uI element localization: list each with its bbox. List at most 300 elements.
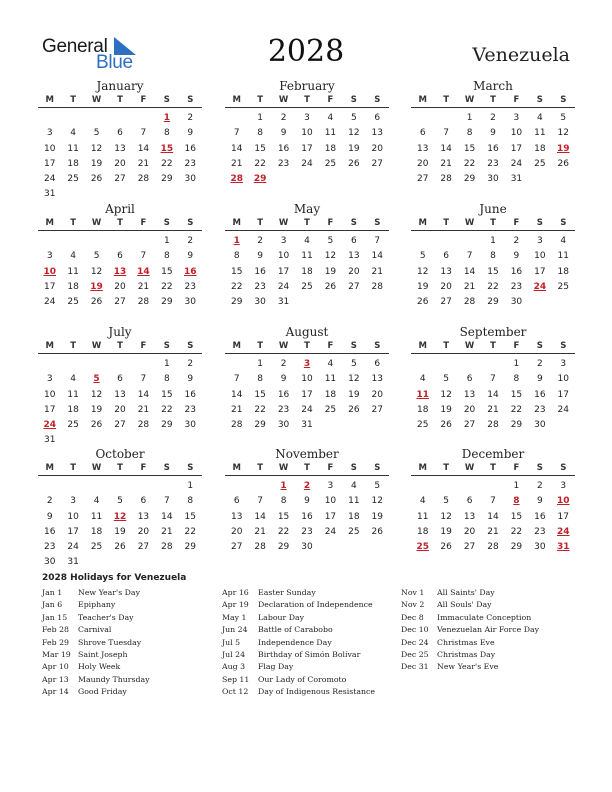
day-cell: 7 bbox=[163, 496, 170, 507]
holiday-name: Shrove Tuesday bbox=[78, 637, 142, 647]
day-cell: 8 bbox=[466, 128, 473, 139]
holiday-column bbox=[401, 587, 539, 674]
day-cell: 28 bbox=[137, 420, 150, 431]
weekday-label: S bbox=[536, 463, 543, 473]
day-cell: 9 bbox=[536, 374, 543, 385]
day-cell: 21 bbox=[137, 404, 150, 415]
weekday-header bbox=[411, 461, 575, 476]
day-cell: 1 bbox=[490, 236, 496, 246]
holiday-date: Jul 5 bbox=[222, 637, 241, 647]
day-cell: 21 bbox=[230, 404, 243, 415]
day-cell: 4 bbox=[304, 236, 310, 246]
day-cell: 2 bbox=[513, 236, 520, 246]
day-cell: 31 bbox=[43, 435, 56, 446]
weekday-label: W bbox=[278, 218, 289, 228]
day-cell: 27 bbox=[463, 542, 476, 553]
day-cell: 3 bbox=[560, 481, 567, 491]
day-cell: 24 bbox=[277, 281, 290, 292]
weekday-label: W bbox=[464, 341, 475, 351]
empty-cell bbox=[481, 479, 504, 494]
day-cell: 30 bbox=[534, 420, 546, 431]
weekday-label: S bbox=[350, 95, 357, 105]
day-cell: 31 bbox=[67, 557, 79, 568]
day-cell: 13 bbox=[463, 389, 476, 400]
day-cell: 29 bbox=[487, 297, 499, 308]
day-cell: 23 bbox=[184, 158, 196, 169]
day-cell: 28 bbox=[463, 297, 476, 308]
holiday-entry bbox=[222, 587, 375, 599]
day-cell: 25 bbox=[90, 542, 103, 553]
day-cell: 25 bbox=[416, 420, 429, 431]
day-cell: 9 bbox=[257, 251, 263, 262]
weekday-label: S bbox=[187, 463, 194, 473]
weekday-label: T bbox=[257, 341, 264, 351]
day-cell: 17 bbox=[277, 266, 290, 277]
day-cell: 29 bbox=[254, 420, 266, 431]
day-cell: 25 bbox=[67, 174, 79, 185]
weekday-label: W bbox=[464, 463, 475, 473]
day-cell: 5 bbox=[374, 481, 381, 491]
weekday-label: S bbox=[163, 341, 170, 351]
day-grid bbox=[225, 357, 389, 433]
day-cell: 31 bbox=[510, 174, 523, 185]
month-name: November bbox=[275, 447, 339, 461]
weekday-label: T bbox=[490, 341, 496, 351]
holiday-day: 28 bbox=[230, 174, 243, 185]
day-cell: 3 bbox=[46, 374, 53, 385]
day-cell: 26 bbox=[90, 174, 103, 185]
day-cell: 15 bbox=[230, 266, 243, 277]
day-cell: 27 bbox=[114, 420, 126, 431]
holiday-entry bbox=[42, 649, 150, 661]
day-cell: 23 bbox=[43, 542, 56, 553]
holiday-day: 29 bbox=[253, 174, 267, 185]
holiday-day: 24 bbox=[43, 420, 56, 431]
weekday-label: T bbox=[257, 95, 264, 105]
day-cell: 21 bbox=[161, 526, 173, 537]
day-cell: 5 bbox=[560, 113, 567, 123]
empty-cell bbox=[108, 234, 131, 249]
day-cell: 2 bbox=[490, 113, 496, 123]
day-cell: 17 bbox=[301, 143, 313, 154]
day-cell: 8 bbox=[163, 251, 170, 262]
day-cell: 6 bbox=[350, 236, 357, 246]
day-cell: 5 bbox=[350, 113, 357, 123]
day-cell: 19 bbox=[324, 266, 337, 277]
empty-cell bbox=[411, 357, 434, 372]
day-cell: 15 bbox=[161, 266, 173, 277]
holiday-entry bbox=[401, 661, 539, 673]
weekday-label: T bbox=[443, 463, 450, 473]
day-cell: 14 bbox=[161, 511, 173, 522]
day-cell: 19 bbox=[371, 511, 383, 522]
day-cell: 30 bbox=[43, 557, 56, 568]
empty-cell bbox=[85, 234, 108, 249]
day-cell: 20 bbox=[463, 526, 476, 537]
day-cell: 18 bbox=[324, 143, 337, 154]
holiday-date: Aug 3 bbox=[222, 662, 246, 672]
holiday-date: Mar 19 bbox=[42, 649, 71, 659]
day-cell: 16 bbox=[43, 526, 56, 537]
empty-cell bbox=[132, 357, 155, 372]
day-cell: 9 bbox=[187, 374, 194, 385]
day-cell: 20 bbox=[137, 526, 150, 537]
day-cell: 15 bbox=[463, 143, 476, 154]
weekday-label: T bbox=[117, 218, 123, 228]
holiday-name: Independence Day bbox=[258, 637, 332, 647]
empty-cell bbox=[61, 357, 84, 372]
weekday-label: F bbox=[140, 463, 147, 473]
day-cell: 26 bbox=[440, 420, 452, 431]
day-cell: 7 bbox=[490, 496, 496, 507]
day-cell: 22 bbox=[230, 281, 243, 292]
holiday-date: Nov 2 bbox=[401, 600, 425, 610]
day-cell: 10 bbox=[324, 496, 337, 507]
weekday-header bbox=[38, 93, 202, 108]
day-cell: 7 bbox=[443, 128, 449, 139]
weekday-label: S bbox=[374, 218, 381, 228]
weekday-label: T bbox=[117, 463, 123, 473]
day-cell: 17 bbox=[43, 281, 56, 292]
holiday-entry bbox=[42, 637, 150, 649]
empty-cell bbox=[411, 111, 434, 126]
holiday-entry bbox=[401, 587, 539, 599]
day-cell: 7 bbox=[466, 251, 473, 262]
day-cell: 28 bbox=[487, 542, 499, 553]
weekday-label: F bbox=[327, 341, 334, 351]
day-cell: 19 bbox=[348, 389, 360, 400]
day-cell: 24 bbox=[557, 404, 569, 415]
holiday-entry bbox=[222, 661, 375, 673]
weekday-label: F bbox=[327, 95, 334, 105]
day-cell: 9 bbox=[46, 511, 53, 522]
holiday-name: All Saints' Day bbox=[437, 588, 495, 597]
day-cell: 6 bbox=[466, 374, 473, 385]
day-cell: 9 bbox=[280, 374, 287, 385]
day-cell: 31 bbox=[301, 420, 313, 431]
day-cell: 24 bbox=[43, 297, 56, 308]
holiday-day: 24 bbox=[533, 281, 547, 292]
day-cell: 15 bbox=[277, 511, 290, 522]
weekday-label: M bbox=[418, 341, 427, 351]
day-cell: 5 bbox=[93, 251, 100, 262]
day-cell: 18 bbox=[67, 158, 79, 169]
holiday-name: Immaculate Conception bbox=[437, 612, 532, 622]
holiday-day: 3 bbox=[303, 359, 311, 369]
weekday-label: M bbox=[418, 463, 427, 473]
empty-cell bbox=[434, 357, 457, 372]
weekday-label: S bbox=[560, 95, 567, 105]
weekday-label: F bbox=[327, 218, 334, 228]
empty-cell bbox=[38, 234, 61, 249]
month-march bbox=[411, 79, 575, 187]
holiday-entry bbox=[222, 674, 375, 686]
holiday-date: Dec 31 bbox=[401, 662, 429, 672]
empty-cell bbox=[458, 357, 481, 372]
day-cell: 12 bbox=[90, 266, 103, 277]
weekday-label: W bbox=[91, 341, 102, 351]
day-cell: 18 bbox=[557, 266, 569, 277]
day-cell: 16 bbox=[534, 389, 546, 400]
weekday-label: S bbox=[374, 341, 381, 351]
day-cell: 4 bbox=[560, 236, 567, 246]
holiday-entry bbox=[222, 686, 375, 698]
day-cell: 8 bbox=[490, 251, 496, 262]
day-cell: 16 bbox=[277, 389, 290, 400]
weekday-label: S bbox=[350, 218, 357, 228]
holiday-entry bbox=[222, 612, 375, 624]
weekday-label: M bbox=[232, 95, 241, 105]
day-cell: 23 bbox=[184, 281, 196, 292]
holiday-entry bbox=[222, 599, 375, 611]
holiday-day: 24 bbox=[557, 526, 570, 537]
empty-cell bbox=[85, 111, 108, 126]
day-cell: 21 bbox=[487, 404, 499, 415]
empty-cell bbox=[481, 357, 504, 372]
day-cell: 11 bbox=[534, 128, 546, 139]
weekday-label: T bbox=[70, 463, 77, 473]
day-cell: 4 bbox=[419, 496, 426, 507]
day-cell: 7 bbox=[490, 374, 496, 385]
day-cell: 12 bbox=[324, 251, 337, 262]
month-name: April bbox=[105, 202, 135, 216]
empty-cell bbox=[225, 111, 248, 126]
day-cell: 14 bbox=[230, 389, 243, 400]
day-cell: 22 bbox=[277, 526, 290, 537]
weekday-label: F bbox=[140, 218, 147, 228]
day-cell: 23 bbox=[534, 404, 546, 415]
day-cell: 13 bbox=[114, 143, 126, 154]
day-cell: 10 bbox=[43, 389, 56, 400]
weekday-header bbox=[38, 216, 202, 231]
day-cell: 16 bbox=[301, 511, 313, 522]
weekday-header bbox=[411, 216, 575, 231]
holiday-entry bbox=[401, 637, 539, 649]
day-cell: 1 bbox=[466, 113, 473, 123]
day-cell: 17 bbox=[534, 266, 546, 277]
holiday-date: Apr 10 bbox=[42, 662, 69, 672]
weekday-label: F bbox=[327, 463, 334, 473]
day-cell: 14 bbox=[371, 251, 383, 262]
month-name: June bbox=[479, 202, 507, 216]
day-cell: 18 bbox=[324, 389, 337, 400]
day-cell: 20 bbox=[463, 404, 476, 415]
weekday-label: T bbox=[490, 95, 496, 105]
day-cell: 5 bbox=[443, 496, 449, 507]
day-cell: 27 bbox=[416, 174, 429, 185]
weekday-label: S bbox=[350, 341, 357, 351]
day-cell: 18 bbox=[416, 404, 429, 415]
holiday-column bbox=[42, 587, 150, 699]
day-cell: 9 bbox=[536, 496, 543, 507]
day-cell: 1 bbox=[163, 359, 170, 369]
month-name: May bbox=[293, 202, 321, 216]
day-cell: 7 bbox=[140, 251, 147, 262]
day-cell: 18 bbox=[67, 404, 79, 415]
holiday-name: Saint Joseph bbox=[78, 649, 128, 659]
day-cell: 15 bbox=[510, 511, 523, 522]
day-cell: 20 bbox=[114, 158, 126, 169]
month-name: October bbox=[95, 447, 145, 461]
holidays-title: 2028 Holidays for Venezuela bbox=[42, 573, 187, 583]
day-cell: 2 bbox=[280, 359, 287, 369]
day-cell: 23 bbox=[277, 404, 290, 415]
day-grid bbox=[225, 111, 389, 187]
weekday-label: M bbox=[232, 341, 241, 351]
weekday-label: T bbox=[443, 218, 450, 228]
weekday-label: T bbox=[304, 95, 310, 105]
month-december bbox=[411, 447, 575, 555]
day-cell: 3 bbox=[536, 236, 543, 246]
day-cell: 28 bbox=[440, 174, 452, 185]
day-grid bbox=[411, 234, 575, 310]
day-cell: 18 bbox=[416, 526, 429, 537]
day-cell: 6 bbox=[117, 374, 123, 385]
day-cell: 16 bbox=[510, 266, 523, 277]
holiday-day: 11 bbox=[416, 389, 429, 400]
day-cell: 3 bbox=[560, 359, 567, 369]
day-cell: 30 bbox=[301, 542, 313, 553]
weekday-header bbox=[38, 461, 202, 476]
weekday-label: M bbox=[418, 218, 427, 228]
holiday-date: Apr 13 bbox=[42, 674, 69, 684]
day-cell: 30 bbox=[184, 174, 196, 185]
day-cell: 6 bbox=[117, 128, 123, 139]
day-cell: 28 bbox=[137, 174, 150, 185]
day-cell: 16 bbox=[184, 143, 196, 154]
day-cell: 19 bbox=[90, 404, 103, 415]
day-cell: 25 bbox=[348, 526, 360, 537]
day-cell: 26 bbox=[114, 542, 126, 553]
day-cell: 4 bbox=[70, 251, 76, 262]
holiday-day: 10 bbox=[557, 496, 570, 507]
empty-cell bbox=[38, 357, 61, 372]
day-cell: 27 bbox=[137, 542, 150, 553]
day-cell: 12 bbox=[90, 143, 103, 154]
weekday-header bbox=[225, 216, 389, 231]
day-cell: 29 bbox=[161, 297, 173, 308]
day-cell: 28 bbox=[371, 281, 383, 292]
day-cell: 18 bbox=[90, 526, 103, 537]
day-cell: 28 bbox=[230, 420, 243, 431]
day-cell: 11 bbox=[67, 266, 79, 277]
day-grid bbox=[38, 111, 202, 203]
day-cell: 22 bbox=[161, 404, 173, 415]
empty-cell bbox=[225, 357, 248, 372]
holiday-date: May 1 bbox=[222, 612, 247, 622]
day-cell: 5 bbox=[350, 359, 357, 369]
holiday-entry bbox=[222, 637, 375, 649]
holiday-entry bbox=[42, 674, 150, 686]
month-name: March bbox=[473, 79, 513, 93]
day-cell: 3 bbox=[46, 251, 53, 262]
day-cell: 23 bbox=[277, 158, 290, 169]
holiday-day: 8 bbox=[513, 496, 520, 507]
day-cell: 22 bbox=[463, 158, 476, 169]
holiday-name: Battle of Carabobo bbox=[258, 625, 333, 635]
day-cell: 14 bbox=[440, 143, 452, 154]
day-cell: 13 bbox=[416, 143, 429, 154]
day-cell: 2 bbox=[187, 359, 194, 369]
weekday-label: W bbox=[464, 218, 475, 228]
month-name: February bbox=[279, 79, 335, 93]
day-cell: 21 bbox=[230, 158, 243, 169]
day-cell: 6 bbox=[374, 113, 381, 123]
day-cell: 30 bbox=[184, 420, 196, 431]
day-cell: 2 bbox=[46, 496, 53, 507]
day-cell: 8 bbox=[233, 251, 240, 262]
empty-cell bbox=[225, 479, 248, 494]
day-cell: 9 bbox=[304, 496, 310, 507]
holiday-name: Epiphany bbox=[78, 600, 116, 610]
holiday-date: Jan 1 bbox=[42, 588, 63, 597]
weekday-label: T bbox=[304, 463, 310, 473]
empty-cell bbox=[108, 357, 131, 372]
weekday-label: T bbox=[117, 95, 123, 105]
weekday-label: T bbox=[443, 341, 450, 351]
holiday-column bbox=[222, 587, 375, 699]
day-cell: 21 bbox=[254, 526, 266, 537]
weekday-label: W bbox=[91, 95, 102, 105]
empty-cell bbox=[61, 234, 84, 249]
holiday-day: 2 bbox=[303, 481, 311, 491]
holiday-day: 19 bbox=[557, 143, 570, 154]
holiday-date: Dec 25 bbox=[401, 649, 429, 659]
month-january bbox=[38, 79, 202, 203]
holiday-day: 15 bbox=[160, 143, 174, 154]
day-cell: 26 bbox=[440, 542, 452, 553]
day-grid bbox=[38, 234, 202, 310]
holiday-name: Holy Week bbox=[78, 662, 121, 672]
weekday-label: T bbox=[70, 95, 77, 105]
day-cell: 6 bbox=[140, 496, 147, 507]
day-cell: 13 bbox=[463, 511, 476, 522]
day-cell: 14 bbox=[230, 143, 243, 154]
day-cell: 17 bbox=[557, 511, 569, 522]
day-cell: 2 bbox=[257, 236, 263, 246]
weekday-label: M bbox=[418, 95, 427, 105]
weekday-label: W bbox=[278, 341, 289, 351]
month-name: December bbox=[461, 447, 525, 461]
day-cell: 1 bbox=[513, 481, 520, 491]
holiday-entry bbox=[401, 624, 539, 636]
day-cell: 17 bbox=[510, 143, 523, 154]
day-cell: 16 bbox=[277, 143, 290, 154]
weekday-label: W bbox=[464, 95, 475, 105]
day-cell: 4 bbox=[536, 113, 543, 123]
day-cell: 17 bbox=[301, 389, 313, 400]
weekday-label: M bbox=[45, 341, 54, 351]
day-cell: 7 bbox=[257, 496, 263, 507]
day-cell: 7 bbox=[140, 128, 147, 139]
day-cell: 21 bbox=[440, 158, 452, 169]
holiday-name: Maundy Thursday bbox=[78, 674, 150, 684]
day-cell: 11 bbox=[67, 389, 79, 400]
day-cell: 17 bbox=[557, 389, 569, 400]
holiday-name: Venezuelan Air Force Day bbox=[437, 625, 540, 635]
holiday-name: Flag Day bbox=[258, 662, 294, 672]
day-cell: 11 bbox=[324, 128, 337, 139]
month-june bbox=[411, 202, 575, 310]
day-cell: 8 bbox=[280, 496, 287, 507]
holiday-day: 10 bbox=[43, 266, 56, 277]
holiday-name: Day of Indigenous Resistance bbox=[258, 687, 376, 697]
day-cell: 18 bbox=[67, 281, 79, 292]
weekday-label: S bbox=[187, 218, 194, 228]
day-cell: 3 bbox=[280, 236, 287, 246]
weekday-header bbox=[411, 93, 575, 108]
day-cell: 5 bbox=[93, 128, 100, 139]
